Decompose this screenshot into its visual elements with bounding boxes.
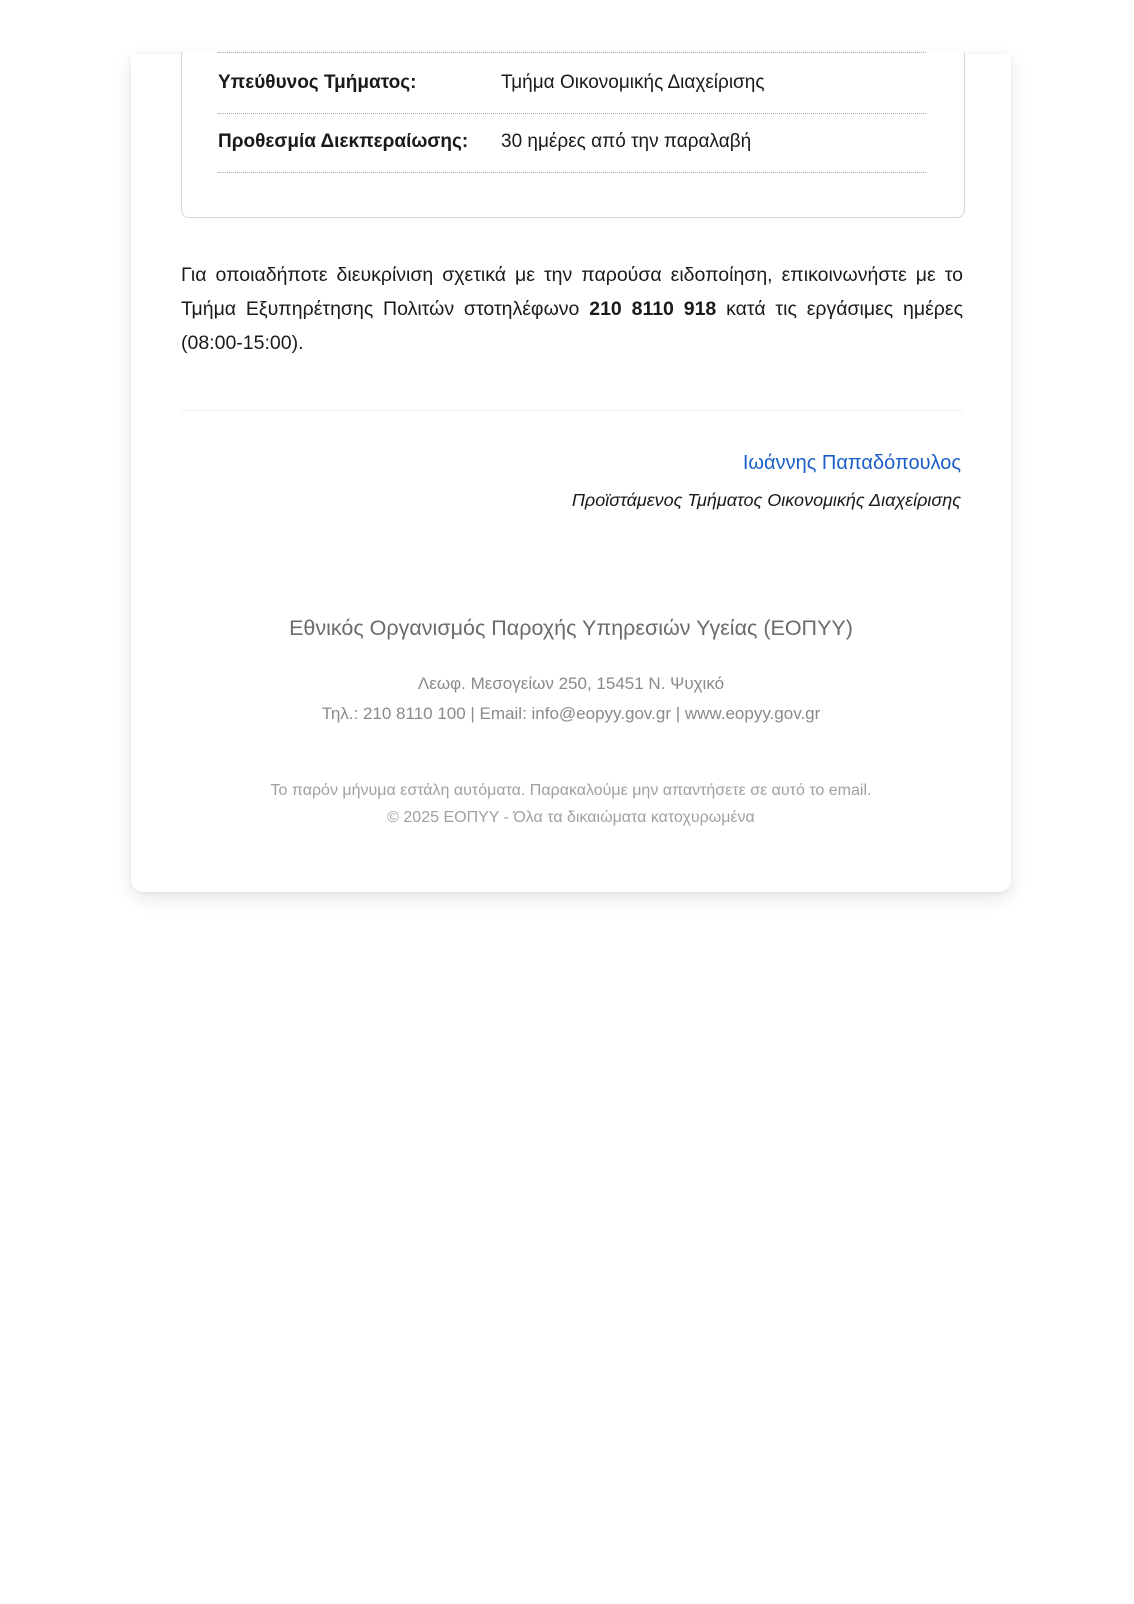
details-value: Τμήμα Οικονομικής Διαχείρισης bbox=[501, 72, 765, 93]
footer-contact-line: Τηλ.: 210 8110 100 | Email: info@eopyy.gov.gr | www.eopyy.gov.gr bbox=[321, 704, 821, 723]
footer-organization: Εθνικός Οργανισμός Παροχής Υπηρεσιών Υγείας (ΕΟΠΥΥ) bbox=[289, 616, 853, 640]
details-value: 30 ημέρες από την παραλαβή bbox=[501, 131, 752, 152]
contact-paragraph bbox=[181, 258, 963, 360]
footer-address: Λεωφ. Μεσογείων 250, 15451 Ν. Ψυχικό bbox=[417, 674, 725, 693]
footer-copyright: © 2025 ΕΟΠΥΥ - Όλα τα δικαιώματα κατοχυρωμένα bbox=[387, 809, 755, 826]
section-divider bbox=[181, 410, 963, 411]
footer-auto-notice: Το παρόν μήνυμα εστάλη αυτόματα. Παρακαλούμε μην απαντήσετε σε αυτό το email. bbox=[270, 782, 872, 799]
details-row-deadline bbox=[218, 112, 926, 173]
details-row-department bbox=[218, 52, 926, 114]
contact-phone: 210 8110 918 bbox=[589, 298, 717, 320]
details-box bbox=[181, 52, 965, 218]
signature-title: Προϊστάμενος Τμήματος Οικονομικής Διαχείρισης bbox=[571, 490, 961, 510]
email-card bbox=[131, 54, 1011, 892]
details-label: Προθεσμία Διεκπεραίωσης: bbox=[218, 131, 469, 152]
contact-text-before: Για οποιαδήποτε διευκρίνιση σχετικά με την παρούσα ειδοποίηση, επικοινωνήστε με το Τμήμα Εξυπηρέτησης Πολιτών στοτηλέφωνο bbox=[181, 264, 963, 320]
signature-name: Ιωάννης Παπαδόπουλος bbox=[742, 452, 961, 474]
contact-text-after: κατά τις εργάσιμες ημέρες (08:00-15:00). bbox=[181, 298, 963, 354]
details-label: Υπεύθυνος Τμήματος: bbox=[218, 72, 417, 93]
